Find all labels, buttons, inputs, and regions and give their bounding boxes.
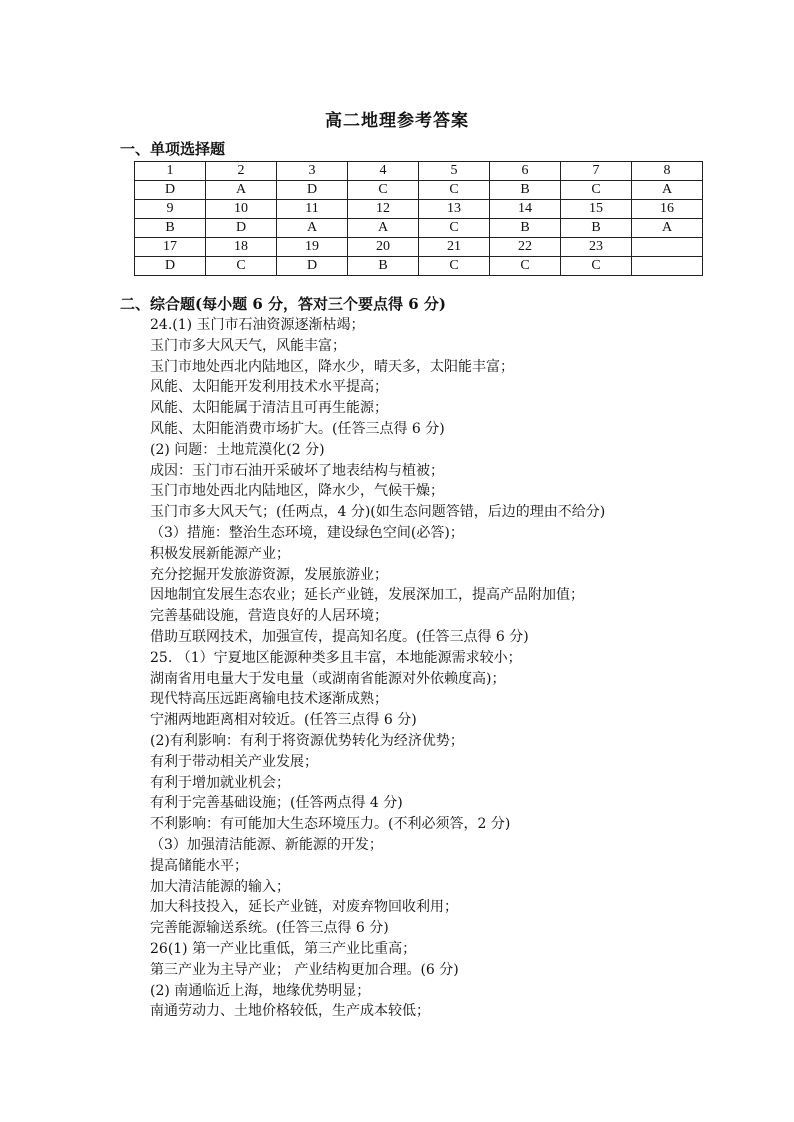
table-cell: D [277,181,348,200]
table-cell: 19 [277,238,348,257]
table-cell: B [135,219,206,238]
answer-line: 玉门市多大风天气；(任两点，4 分)(如生态问题答错，后边的理由不给分) [150,504,606,521]
table-cell: 4 [348,162,419,181]
answer-line: （3）措施：整治生态环境，建设绿色空间(必答)； [150,524,464,541]
answer-line: 风能、太阳能属于清洁且可再生能源； [150,400,388,417]
table-cell: 6 [490,162,561,181]
answer-line: 25. （1）宁夏地区能源种类多且丰富，本地能源需求较小； [150,649,522,666]
table-cell: 7 [561,162,632,181]
table-cell: C [561,181,632,200]
answer-line: 24.(1) 玉门市石油资源逐渐枯竭； [150,317,365,333]
answer-line: 因地制宜发展生态农业；延长产业链，发展深加工，提高产品附加值； [150,587,584,604]
table-row [135,200,703,219]
section-heading-comprehensive: 二、综合题(每小题 6 分，答对三个要点得 6 分) [120,295,446,313]
answer-line: 加大清洁能源的输入； [150,878,290,895]
answer-line: 玉门市地处西北内陆地区，降水少，晴天多，太阳能丰富； [150,358,514,375]
table-cell: A [632,219,703,238]
answer-line: 风能、太阳能消费市场扩大。(任答三点得 6 分) [150,420,445,437]
table-cell [632,257,703,276]
answer-line: 南通劳动力、土地价格较低，生产成本较低； [150,1003,430,1020]
answer-line: 现代特高压远距离输电技术逐渐成熟； [150,691,388,708]
answer-line: 成因：玉门市石油开采破坏了地表结构与植被； [150,462,444,479]
table-row [135,181,703,200]
answer-line: 26(1) 第一产业比重低，第三产业比重高； [150,940,417,957]
table-row [135,162,703,181]
table-cell: C [419,219,490,238]
table-cell: D [135,181,206,200]
answer-line: (2) 问题：土地荒漠化(2 分) [150,441,325,458]
table-cell: 15 [561,200,632,219]
answer-line: 提高储能水平； [150,857,248,874]
answer-line: 完善基础设施，营造良好的人居环境； [150,608,388,625]
section-heading-multiple-choice: 一、单项选择题 [120,140,226,158]
table-cell: D [135,257,206,276]
table-cell: 20 [348,238,419,257]
answer-line: 充分挖掘开发旅游资源，发展旅游业； [150,566,388,583]
answer-line: 玉门市地处西北内陆地区，降水少，气候干燥； [150,483,444,500]
answer-line: 风能、太阳能开发利用技术水平提高； [150,379,388,396]
table-cell: B [561,219,632,238]
table-cell: 23 [561,238,632,257]
answer-line: (2) 南通临近上海，地缘优势明显； [150,982,371,999]
table-cell: 12 [348,200,419,219]
table-cell: B [490,219,561,238]
answer-line: 加大科技投入，延长产业链，对废弃物回收利用； [150,899,458,916]
table-cell: 22 [490,238,561,257]
table-cell: 5 [419,162,490,181]
answer-text [150,315,710,1022]
answer-line: 有利于完善基础设施；(任答两点得 4 分) [150,795,403,812]
answer-line: 第三产业为主导产业； 产业结构更加合理。(6 分) [150,961,459,978]
answer-table [134,161,703,276]
answer-line: （3）加强清洁能源、新能源的开发； [150,836,383,853]
table-cell: A [206,181,277,200]
answer-line: 不利影响：有可能加大生态环境压力。(不利必须答，2 分) [150,816,511,833]
answer-line: 有利于带动相关产业发展； [150,753,318,770]
table-cell: 14 [490,200,561,219]
table-row [135,257,703,276]
table-cell: C [419,257,490,276]
table-cell: 16 [632,200,703,219]
table-cell: 1 [135,162,206,181]
table-cell: A [348,219,419,238]
table-cell: A [277,219,348,238]
table-cell: D [206,219,277,238]
answer-line: 借助互联网技术，加强宣传，提高知名度。(任答三点得 6 分) [150,628,529,645]
table-cell: C [419,181,490,200]
answer-line: 玉门市多大风天气，风能丰富； [150,337,346,354]
table-cell: 2 [206,162,277,181]
table-cell: B [348,257,419,276]
document-title: 高二地理参考答案 [325,111,469,131]
table-cell: 3 [277,162,348,181]
table-cell: C [206,257,277,276]
table-cell: C [561,257,632,276]
answer-line: 湖南省用电量大于发电量（或湖南省能源对外依赖度高)； [150,670,506,687]
table-row [135,238,703,257]
table-cell: 10 [206,200,277,219]
answer-line: (2)有利影响：有利于将资源优势转化为经济优势； [150,732,464,749]
table-cell: C [490,257,561,276]
table-cell: 18 [206,238,277,257]
answer-line: 完善能源输送系统。(任答三点得 6 分) [150,920,389,937]
table-cell [632,238,703,257]
table-cell: 17 [135,238,206,257]
table-cell: D [277,257,348,276]
table-cell: 11 [277,200,348,219]
table-cell: C [348,181,419,200]
answer-line: 有利于增加就业机会； [150,774,290,791]
table-cell: B [490,181,561,200]
answer-line: 宁湘两地距离相对较近。(任答三点得 6 分) [150,712,417,729]
answer-line: 积极发展新能源产业； [150,545,290,562]
table-row [135,219,703,238]
table-cell: 9 [135,200,206,219]
table-cell: 13 [419,200,490,219]
table-cell: 21 [419,238,490,257]
table-cell: A [632,181,703,200]
table-cell: 8 [632,162,703,181]
